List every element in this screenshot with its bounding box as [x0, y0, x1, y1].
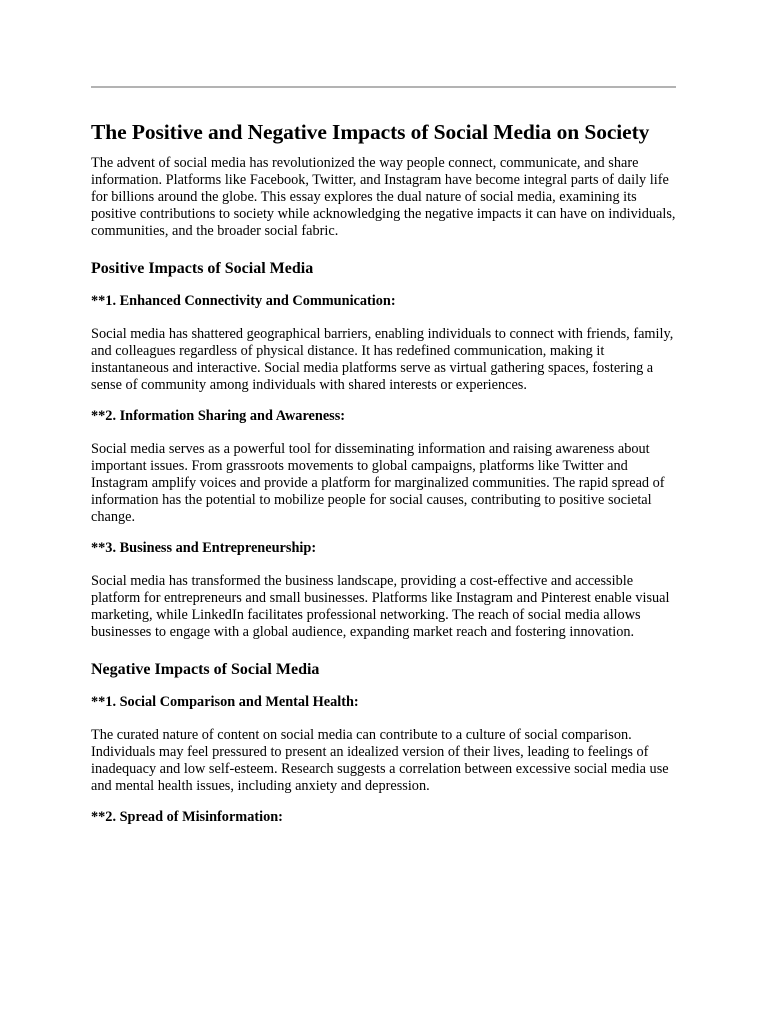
subheading-information-sharing: **2. Information Sharing and Awareness:	[91, 408, 346, 424]
intro-paragraph: The advent of social media has revolutionized the way people connect, communicate, and share information. Platforms like Facebook, Twitter, and Instagram have become integral parts of daily life for billions around the globe. This essay explores the dual nature of social media, examining its positive contributions to society while acknowledging the negative impacts it can have on individuals, communities, and the broader social fabric.	[91, 155, 676, 239]
paragraph-mental-health: The curated nature of content on social media can contribute to a culture of social comparison. Individuals may feel pressured to present an idealized version of their lives, leading to feelings of inadequacy and low self-esteem. Research suggests a correlation between excessive social media use and mental health issues, including anxiety and depression.	[91, 727, 669, 794]
subheading-mental-health: **1. Social Comparison and Mental Health:	[91, 694, 359, 710]
subheading-business: **3. Business and Entrepreneurship:	[91, 540, 317, 556]
subheading-connectivity: **1. Enhanced Connectivity and Communication:	[91, 293, 396, 309]
paragraph-business: Social media has transformed the business landscape, providing a cost-effective and accessible platform for entrepreneurs and small businesses. Platforms like Instagram and Pinterest enable visual marketing, while LinkedIn facilitates professional networking. The reach of social media allows businesses to engage with a global audience, expanding market reach and fostering innovation.	[91, 573, 670, 640]
paragraph-connectivity: Social media has shattered geographical barriers, enabling individuals to connect with friends, family, and colleagues regardless of physical distance. It has redefined communication, making it instantaneous and interactive. Social media platforms serve as virtual gathering spaces, fostering a sense of community among individuals with shared interests or experiences.	[91, 326, 674, 393]
top-divider	[91, 86, 676, 88]
document-title: The Positive and Negative Impacts of Social Media on Society	[91, 120, 650, 144]
subheading-misinformation: **2. Spread of Misinformation:	[91, 809, 283, 825]
document-body	[91, 119, 677, 826]
paragraph-information-sharing: Social media serves as a powerful tool for disseminating information and raising awareness about important issues. From grassroots movements to global campaigns, platforms like Twitter and Instagram amplify voices and provide a platform for marginalized communities. The rapid spread of information has the potential to mobilize people for social causes, contributing to positive societal change.	[91, 441, 665, 525]
section-heading-positive: Positive Impacts of Social Media	[91, 260, 314, 277]
section-heading-negative: Negative Impacts of Social Media	[91, 661, 320, 678]
